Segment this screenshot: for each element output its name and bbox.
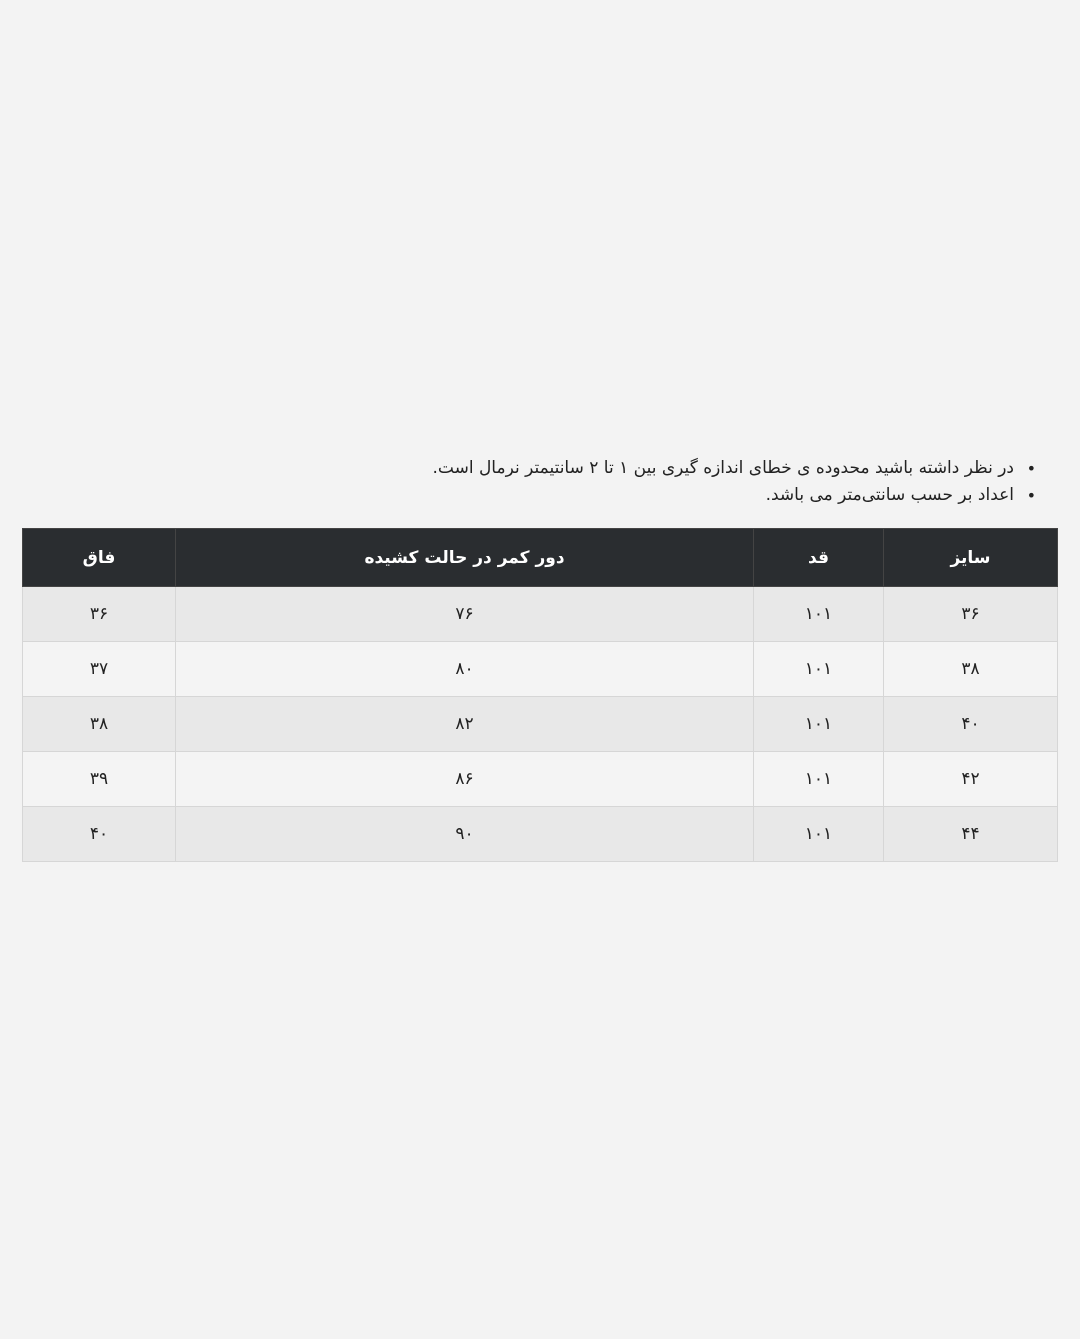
cell-waist: ۸۶ — [176, 752, 754, 807]
table-row — [23, 587, 1058, 642]
header-rise: فاق — [23, 529, 176, 587]
header-size: سایز — [884, 529, 1058, 587]
cell-rise: ۴۰ — [23, 807, 176, 862]
notes-list — [314, 455, 1036, 509]
cell-waist: ۷۶ — [176, 587, 754, 642]
cell-rise: ۳۸ — [23, 697, 176, 752]
cell-height: ۱۰۱ — [754, 642, 884, 697]
cell-size: ۴۲ — [884, 752, 1058, 807]
note-text: در نظر داشته باشید محدوده ی خطای اندازه گیری بین ۱ تا ۲ سانتیمتر نرمال است. — [432, 458, 1014, 478]
size-chart-table — [22, 528, 1058, 862]
cell-size: ۳۸ — [884, 642, 1058, 697]
cell-height: ۱۰۱ — [754, 587, 884, 642]
table-row — [23, 807, 1058, 862]
table-row — [23, 642, 1058, 697]
header-height: قد — [754, 529, 884, 587]
header-waist: دور کمر در حالت کشیده — [176, 529, 754, 587]
cell-waist: ۹۰ — [176, 807, 754, 862]
table-row — [23, 752, 1058, 807]
bullet-icon: • — [1026, 459, 1036, 478]
cell-height: ۱۰۱ — [754, 697, 884, 752]
cell-size: ۴۰ — [884, 697, 1058, 752]
cell-waist: ۸۰ — [176, 642, 754, 697]
cell-waist: ۸۲ — [176, 697, 754, 752]
cell-rise: ۳۹ — [23, 752, 176, 807]
cell-size: ۳۶ — [884, 587, 1058, 642]
cell-rise: ۳۶ — [23, 587, 176, 642]
note-item — [314, 455, 1036, 482]
cell-size: ۴۴ — [884, 807, 1058, 862]
bullet-icon: • — [1026, 486, 1036, 505]
note-text: اعداد بر حسب سانتی‌متر می باشد. — [765, 485, 1014, 505]
table-header-row — [23, 529, 1058, 587]
cell-height: ۱۰۱ — [754, 752, 884, 807]
table-row — [23, 697, 1058, 752]
note-item — [314, 482, 1036, 509]
cell-rise: ۳۷ — [23, 642, 176, 697]
cell-height: ۱۰۱ — [754, 807, 884, 862]
